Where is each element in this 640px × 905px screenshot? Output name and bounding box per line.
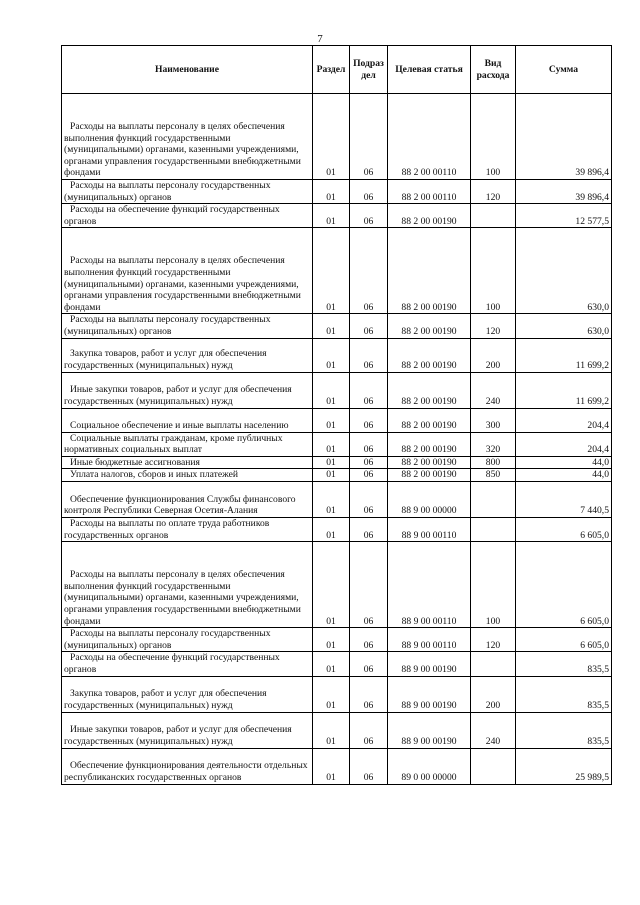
row-target: 88 9 00 00190 — [388, 676, 471, 712]
page-number: 7 — [317, 33, 323, 45]
row-section: 01 — [313, 94, 350, 180]
row-sum: 39 896,4 — [516, 180, 612, 204]
row-section: 01 — [313, 542, 350, 628]
row-name: Социальные выплаты гражданам, кроме публичных нормативных социальных выплат — [62, 432, 313, 456]
row-expense-type: 320 — [471, 432, 516, 456]
row-target: 88 2 00 00190 — [388, 456, 471, 469]
row-target: 88 9 00 00000 — [388, 481, 471, 517]
row-subsection: 06 — [350, 481, 388, 517]
row-subsection: 06 — [350, 180, 388, 204]
row-sum: 44,0 — [516, 456, 612, 469]
row-target: 88 2 00 00190 — [388, 228, 471, 314]
row-subsection: 06 — [350, 676, 388, 712]
row-expense-type: 200 — [471, 676, 516, 712]
row-section: 01 — [313, 712, 350, 748]
row-section: 01 — [313, 748, 350, 784]
row-subsection: 06 — [350, 228, 388, 314]
row-target: 88 2 00 00190 — [388, 338, 471, 372]
table-row — [62, 204, 612, 228]
row-name: Расходы на выплаты персоналу в целях обеспечения выполнения функций государственными (муниципальными) органами, казенными учреждениями, органами управления государственными внебюджетными фондами — [62, 228, 313, 314]
row-sum: 204,4 — [516, 408, 612, 432]
row-sum: 835,5 — [516, 712, 612, 748]
row-expense-type: 300 — [471, 408, 516, 432]
row-target: 88 9 00 00110 — [388, 517, 471, 541]
row-target: 88 9 00 00110 — [388, 628, 471, 652]
row-sum: 11 699,2 — [516, 372, 612, 408]
row-expense-type: 100 — [471, 94, 516, 180]
row-target: 88 2 00 00190 — [388, 408, 471, 432]
row-target: 88 2 00 00190 — [388, 314, 471, 338]
row-name: Расходы на выплаты персоналу государственных (муниципальных) органов — [62, 628, 313, 652]
row-expense-type: 850 — [471, 469, 516, 482]
row-section: 01 — [313, 652, 350, 676]
row-section: 01 — [313, 314, 350, 338]
row-name: Расходы на обеспечение функций государственных органов — [62, 652, 313, 676]
table-row — [62, 481, 612, 517]
table-row — [62, 432, 612, 456]
row-sum: 630,0 — [516, 314, 612, 338]
row-sum: 6 605,0 — [516, 517, 612, 541]
header-target: Целевая статья — [388, 46, 471, 94]
table-row — [62, 456, 612, 469]
row-subsection: 06 — [350, 408, 388, 432]
row-sum: 630,0 — [516, 228, 612, 314]
row-expense-type: 200 — [471, 338, 516, 372]
row-expense-type — [471, 517, 516, 541]
table-row — [62, 372, 612, 408]
row-target: 88 2 00 00190 — [388, 432, 471, 456]
table-row — [62, 180, 612, 204]
row-section: 01 — [313, 338, 350, 372]
row-section: 01 — [313, 408, 350, 432]
row-sum: 39 896,4 — [516, 94, 612, 180]
row-name: Расходы на обеспечение функций государственных органов — [62, 204, 313, 228]
header-sum: Сумма — [516, 46, 612, 94]
row-name: Обеспечение функционирования Службы финансового контроля Республики Северная Осетия-Алания — [62, 481, 313, 517]
row-section: 01 — [313, 456, 350, 469]
table-row — [62, 748, 612, 784]
row-subsection: 06 — [350, 94, 388, 180]
row-target: 88 2 00 00110 — [388, 180, 471, 204]
table-row — [62, 338, 612, 372]
row-name: Расходы на выплаты персоналу в целях обеспечения выполнения функций государственными (муниципальными) органами, казенными учреждениями, органами управления государственными внебюджетными фондами — [62, 542, 313, 628]
row-target: 88 2 00 00110 — [388, 94, 471, 180]
row-expense-type: 100 — [471, 542, 516, 628]
table-row — [62, 628, 612, 652]
row-sum: 6 605,0 — [516, 628, 612, 652]
row-section: 01 — [313, 204, 350, 228]
table-row — [62, 94, 612, 180]
row-sum: 25 989,5 — [516, 748, 612, 784]
row-section: 01 — [313, 372, 350, 408]
row-name: Обеспечение функционирования деятельности отдельных республиканских государственных органов — [62, 748, 313, 784]
row-sum: 204,4 — [516, 432, 612, 456]
row-name: Расходы на выплаты персоналу государственных (муниципальных) органов — [62, 180, 313, 204]
row-target: 88 2 00 00190 — [388, 372, 471, 408]
row-name: Закупка товаров, работ и услуг для обеспечения государственных (муниципальных) нужд — [62, 338, 313, 372]
row-name: Расходы на выплаты персоналу государственных (муниципальных) органов — [62, 314, 313, 338]
row-subsection: 06 — [350, 712, 388, 748]
row-subsection: 06 — [350, 432, 388, 456]
row-name: Расходы на выплаты по оплате труда работников государственных органов — [62, 517, 313, 541]
row-expense-type: 120 — [471, 180, 516, 204]
row-subsection: 06 — [350, 469, 388, 482]
row-subsection: 06 — [350, 517, 388, 541]
row-sum: 6 605,0 — [516, 542, 612, 628]
row-expense-type — [471, 481, 516, 517]
row-section: 01 — [313, 628, 350, 652]
row-expense-type: 120 — [471, 628, 516, 652]
row-section: 01 — [313, 469, 350, 482]
row-expense-type — [471, 204, 516, 228]
row-subsection: 06 — [350, 652, 388, 676]
header-expense-type: Вид расхода — [471, 46, 516, 94]
row-section: 01 — [313, 228, 350, 314]
row-target: 88 9 00 00190 — [388, 712, 471, 748]
table-header-row — [62, 46, 612, 94]
row-name: Социальное обеспечение и иные выплаты населению — [62, 408, 313, 432]
header-name: Наименование — [62, 46, 313, 94]
row-name: Расходы на выплаты персоналу в целях обеспечения выполнения функций государственными (муниципальными) органами, казенными учреждениями, органами управления государственными внебюджетными фондами — [62, 94, 313, 180]
row-sum: 835,5 — [516, 676, 612, 712]
row-expense-type: 800 — [471, 456, 516, 469]
header-section: Раздел — [313, 46, 350, 94]
table-row — [62, 228, 612, 314]
row-section: 01 — [313, 517, 350, 541]
row-sum: 7 440,5 — [516, 481, 612, 517]
table-row — [62, 712, 612, 748]
row-expense-type — [471, 652, 516, 676]
row-expense-type: 240 — [471, 372, 516, 408]
row-target: 88 2 00 00190 — [388, 469, 471, 482]
row-section: 01 — [313, 676, 350, 712]
row-target: 88 9 00 00110 — [388, 542, 471, 628]
row-expense-type: 120 — [471, 314, 516, 338]
row-name: Закупка товаров, работ и услуг для обеспечения государственных (муниципальных) нужд — [62, 676, 313, 712]
table-row — [62, 408, 612, 432]
row-target: 88 2 00 00190 — [388, 204, 471, 228]
table-row — [62, 314, 612, 338]
row-sum: 44,0 — [516, 469, 612, 482]
row-subsection: 06 — [350, 456, 388, 469]
table-row — [62, 652, 612, 676]
table-row — [62, 469, 612, 482]
row-subsection: 06 — [350, 748, 388, 784]
row-subsection: 06 — [350, 628, 388, 652]
row-section: 01 — [313, 180, 350, 204]
row-target: 88 9 00 00190 — [388, 652, 471, 676]
budget-table — [61, 45, 612, 785]
row-name: Иные закупки товаров, работ и услуг для обеспечения государственных (муниципальных) нужд — [62, 712, 313, 748]
row-sum: 11 699,2 — [516, 338, 612, 372]
row-subsection: 06 — [350, 338, 388, 372]
row-section: 01 — [313, 481, 350, 517]
row-subsection: 06 — [350, 372, 388, 408]
row-name: Иные закупки товаров, работ и услуг для обеспечения государственных (муниципальных) нужд — [62, 372, 313, 408]
table-row — [62, 542, 612, 628]
row-subsection: 06 — [350, 314, 388, 338]
row-expense-type: 240 — [471, 712, 516, 748]
table-row — [62, 517, 612, 541]
row-subsection: 06 — [350, 204, 388, 228]
row-subsection: 06 — [350, 542, 388, 628]
row-sum: 12 577,5 — [516, 204, 612, 228]
table-row — [62, 676, 612, 712]
row-name: Иные бюджетные ассигнования — [62, 456, 313, 469]
row-expense-type: 100 — [471, 228, 516, 314]
row-target: 89 0 00 00000 — [388, 748, 471, 784]
row-sum: 835,5 — [516, 652, 612, 676]
header-subsection: Подраз дел — [350, 46, 388, 94]
row-section: 01 — [313, 432, 350, 456]
row-expense-type — [471, 748, 516, 784]
row-name: Уплата налогов, сборов и иных платежей — [62, 469, 313, 482]
